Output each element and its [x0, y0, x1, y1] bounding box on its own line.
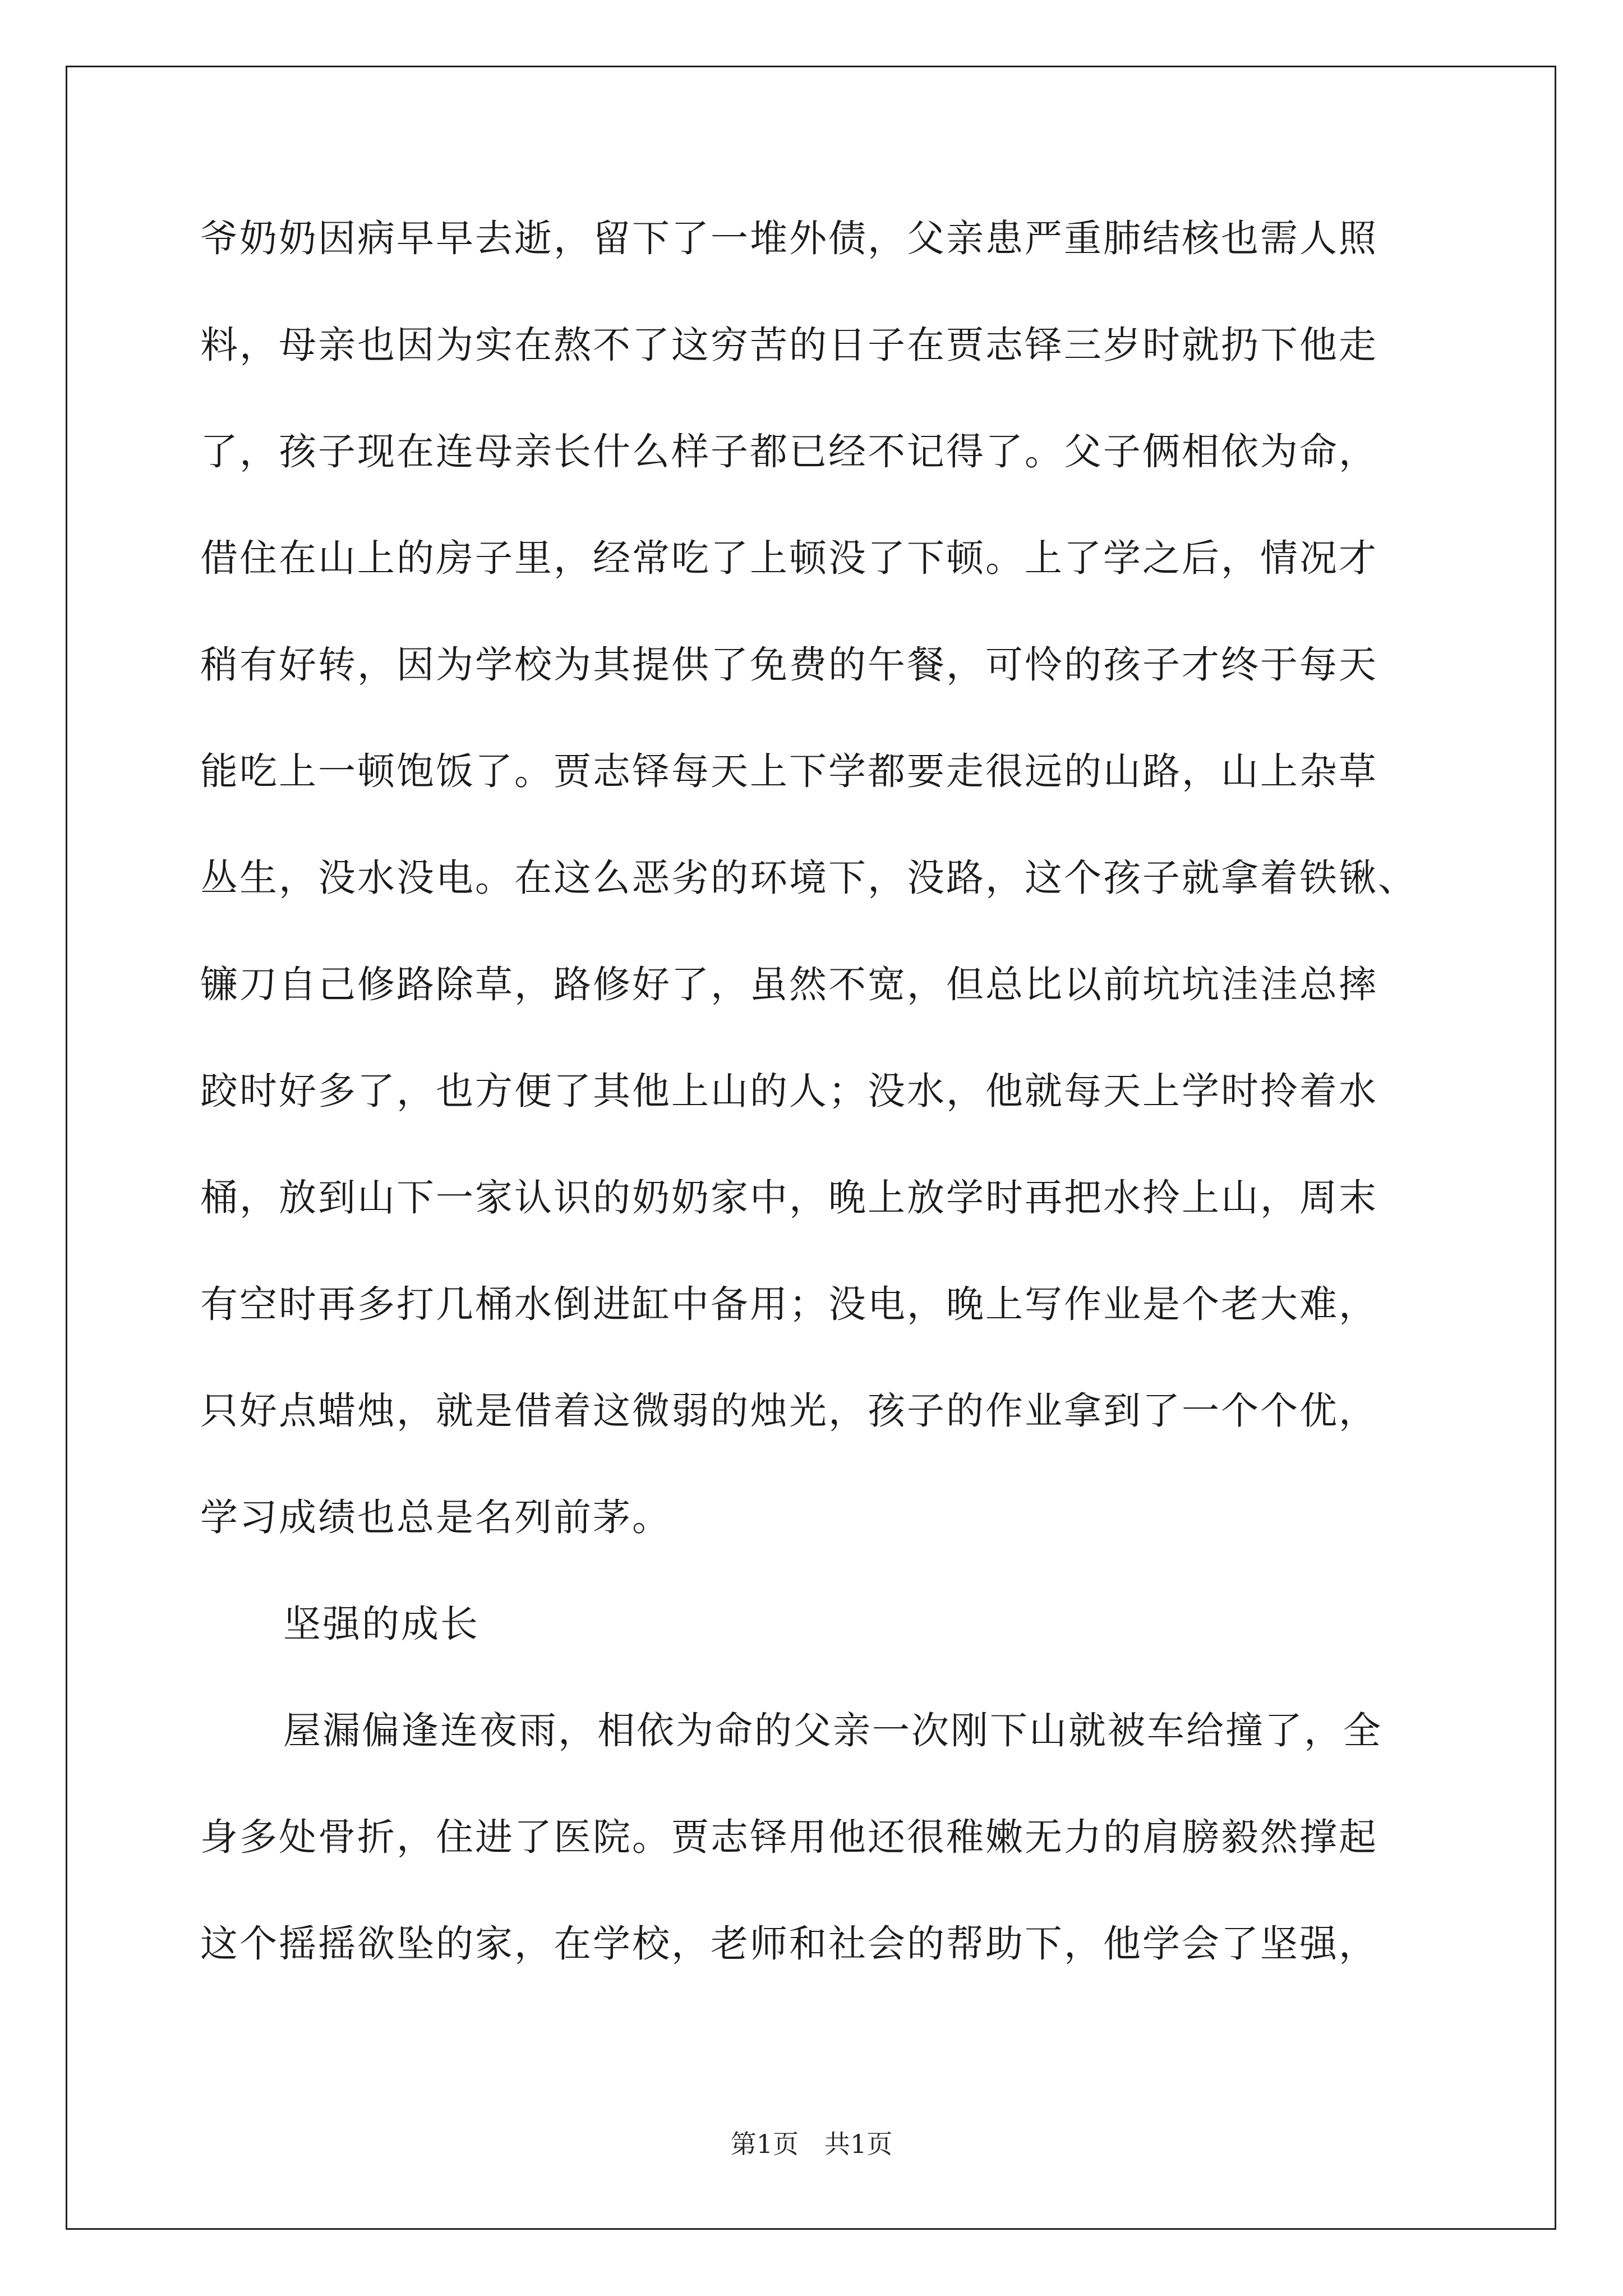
section-heading: 坚强的成长 — [283, 1602, 479, 1646]
text-line: 跤时好多了，也方便了其他上山的人；没水，他就每天上学时拎着水 — [200, 1069, 1378, 1113]
text-line: 丛生，没水没电。在这么恶劣的环境下，没路，这个孩子就拿着铁锹、 — [200, 856, 1417, 900]
text-line: 学习成绩也总是名列前茅。 — [200, 1496, 671, 1539]
page-footer — [0, 2128, 1623, 2160]
text-line: 爷奶奶因病早早去逝，留下了一堆外债，父亲患严重肺结核也需人照 — [200, 217, 1378, 260]
text-line: 桶，放到山下一家认识的奶奶家中，晚上放学时再把水拎上山，周末 — [200, 1176, 1378, 1220]
text-line: 镰刀自己修路除草，路修好了，虽然不宽，但总比以前坑坑洼洼总摔 — [200, 963, 1378, 1006]
text-line: 身多处骨折，住进了医院。贾志铎用他还很稚嫩无力的肩膀毅然撑起 — [200, 1815, 1378, 1859]
text-line: 屋漏偏逢连夜雨，相依为命的父亲一次刚下山就被车给撞了，全 — [283, 1709, 1382, 1752]
text-line: 只好点蜡烛，就是借着这微弱的烛光，孩子的作业拿到了一个个优， — [200, 1389, 1378, 1433]
text-line: 稍有好转，因为学校为其提供了免费的午餐，可怜的孩子才终于每天 — [200, 643, 1378, 687]
text-line: 了，孩子现在连母亲长什么样子都已经不记得了。父子俩相依为命， — [200, 430, 1378, 473]
text-line: 能吃上一顿饱饭了。贾志铎每天上下学都要走很远的山路，山上杂草 — [200, 749, 1378, 793]
page-border — [66, 66, 1556, 2230]
page-number: 第1页 共1页 — [730, 2129, 893, 2159]
text-line: 借住在山上的房子里，经常吃了上顿没了下顿。上了学之后，情况才 — [200, 536, 1378, 580]
text-line: 料，母亲也因为实在熬不了这穷苦的日子在贾志铎三岁时就扔下他走 — [200, 323, 1378, 367]
text-line: 有空时再多打几桶水倒进缸中备用；没电，晚上写作业是个老大难， — [200, 1282, 1378, 1326]
text-line: 这个摇摇欲坠的家，在学校，老师和社会的帮助下，他学会了坚强， — [200, 1922, 1378, 1966]
